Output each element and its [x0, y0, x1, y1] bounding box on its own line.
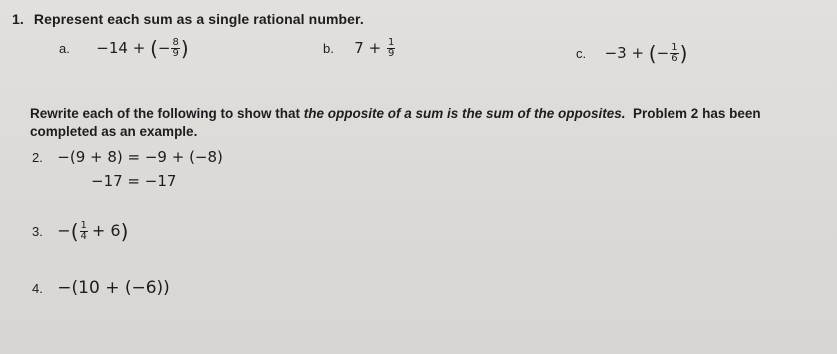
- part-b-lead: 7 +: [354, 39, 386, 57]
- problem-1-prompt: Represent each sum as a single rational number.: [33, 11, 364, 27]
- part-a-fraction: [171, 38, 179, 59]
- problem-2-line-1: −(9 + 8) = −9 + (−8): [57, 148, 223, 166]
- part-c-expression: −3 + (− $\frac{1}{6}$ ): [604, 41, 688, 66]
- instructions-emphasis: the opposite of a sum is the sum of the opposites.: [303, 106, 626, 121]
- part-a-label: a.: [59, 41, 70, 56]
- part-c-label: c.: [576, 46, 587, 61]
- instructions-line-1: [30, 104, 761, 123]
- problem-3-number: 3.: [32, 224, 43, 239]
- problem-4: [32, 278, 170, 298]
- part-a-numerator: 8: [172, 37, 179, 48]
- problem-3-numerator: 1: [80, 220, 87, 231]
- part-a: [59, 38, 189, 59]
- problem-3-lead: −: [57, 221, 71, 240]
- part-b-numerator: 1: [387, 37, 395, 48]
- part-a-denominator: 9: [172, 48, 179, 59]
- part-a-expression: −14 + (− $\frac{8}{9}$ ): [96, 36, 189, 61]
- problem-3: [32, 221, 128, 242]
- part-a-sign: −: [157, 39, 171, 57]
- problem-3-tail: + 6: [91, 221, 121, 240]
- part-b-fraction: [387, 38, 395, 59]
- problem-4-expression: −(10 + (−6)): [57, 278, 170, 298]
- problem-2-line-2: −17 = −17: [91, 172, 177, 190]
- part-b-label: b.: [323, 41, 334, 56]
- instructions-start: Rewrite each of the following to show that: [30, 106, 304, 121]
- part-b: [323, 38, 396, 59]
- problem-4-number: 4.: [32, 281, 43, 296]
- problem-3-fraction: [80, 221, 88, 242]
- problem-3-denominator: 4: [80, 231, 87, 242]
- instructions-end: Problem 2 has been: [625, 106, 761, 121]
- problem-1-number: 1.: [12, 11, 24, 27]
- part-c-numerator: 1: [671, 42, 678, 53]
- problem-3-expression: −( $\frac{1}{4}$ + 6): [57, 219, 129, 244]
- problem-2: [32, 148, 223, 167]
- problem-1-heading: [12, 11, 364, 27]
- problem-2-number: 2.: [32, 150, 43, 165]
- part-c-sign: −: [656, 44, 670, 62]
- part-b-expression: [354, 39, 396, 57]
- part-c: [576, 43, 687, 64]
- part-a-lead: −14 +: [96, 39, 151, 57]
- part-c-fraction: [670, 43, 678, 64]
- part-c-denominator: 6: [671, 53, 678, 64]
- part-b-denominator: 9: [387, 48, 395, 59]
- instructions-line-2: completed as an example.: [30, 124, 198, 139]
- part-c-lead: −3 +: [604, 44, 649, 62]
